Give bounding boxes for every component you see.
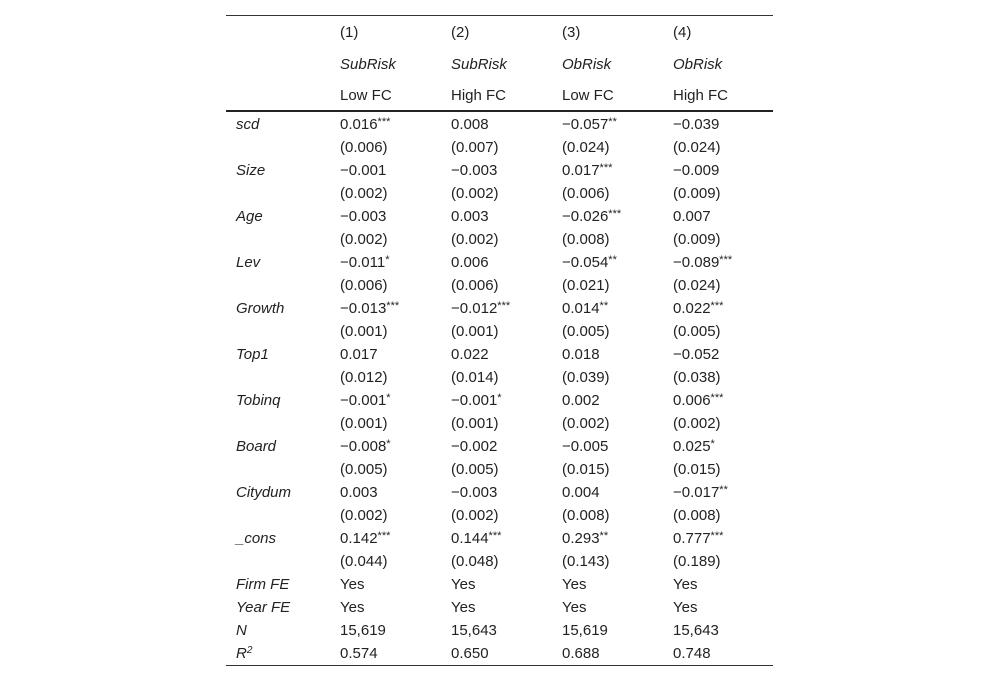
significance-stars: ** [608,116,617,128]
standard-error-cell: (0.002) [451,185,499,202]
coefficient-cell [560,527,671,550]
significance-stars: *** [599,162,613,174]
standard-error-cell: (0.012) [340,369,388,386]
footer-value: Yes [451,576,476,593]
standard-error-cell: (0.189) [673,553,721,570]
significance-stars: * [386,392,391,404]
dependent-variable-label: ObRisk [562,56,612,73]
subsample-label: High FC [449,80,560,111]
significance-stars: ** [599,530,609,542]
coefficient-cell [449,527,560,550]
coefficient-cell [671,389,773,412]
coefficient-value: 0.003 [451,208,489,225]
coefficient-cell [560,159,671,182]
coefficient-cell [671,205,773,228]
coefficient-value: −0.052 [673,346,720,363]
empty-label-cell [226,274,338,297]
standard-error-cell: (0.024) [562,139,610,156]
coefficient-cell [560,435,671,458]
empty-label-cell [226,228,338,251]
significance-stars: *** [497,300,511,312]
coefficient-row [226,481,773,504]
standard-error-cell: (0.014) [451,369,499,386]
standard-error-cell: (0.039) [562,369,610,386]
coefficient-value: 0.002 [562,392,600,409]
column-number: (2) [449,16,560,50]
significance-stars: *** [710,392,724,404]
standard-error-cell: (0.044) [340,553,388,570]
footer-label: Firm FE [236,576,290,593]
coefficient-cell [671,481,773,504]
standard-error-cell: (0.008) [673,507,721,524]
coefficient-cell [338,111,449,136]
coefficient-value: −0.003 [340,208,387,225]
coefficient-cell [671,527,773,550]
coefficient-cell [671,251,773,274]
standard-error-cell: (0.002) [340,507,388,524]
footer-value: 15,619 [340,622,386,639]
coefficient-cell [560,251,671,274]
coefficient-value: 0.003 [340,484,378,501]
significance-stars: * [710,438,715,450]
coefficient-cell [338,481,449,504]
significance-stars: *** [710,300,724,312]
subsample-label: High FC [671,80,773,111]
footer-value: 15,643 [451,622,497,639]
significance-stars: *** [710,530,724,542]
coefficient-value: 0.008 [451,116,489,133]
standard-error-cell: (0.006) [340,139,388,156]
standard-error-row [226,504,773,527]
coefficient-value: −0.039 [673,116,720,133]
coefficient-cell [671,111,773,136]
footer-value: Yes [673,576,698,593]
standard-error-row [226,182,773,205]
dependent-variable-label: ObRisk [673,56,723,73]
standard-error-cell: (0.007) [451,139,499,156]
empty-label-cell [226,550,338,573]
standard-error-cell: (0.006) [451,277,499,294]
coefficient-value: −0.001 [451,392,498,409]
standard-error-cell: (0.002) [673,415,721,432]
standard-error-cell: (0.005) [673,323,721,340]
coefficient-cell [449,481,560,504]
standard-error-cell: (0.005) [562,323,610,340]
empty-label-cell [226,458,338,481]
coefficient-value: −0.001 [340,392,387,409]
standard-error-row [226,458,773,481]
standard-error-cell: (0.009) [673,231,721,248]
header-row-dependent-variable [226,49,773,80]
coefficient-row [226,297,773,320]
coefficient-value: −0.017 [673,484,720,501]
significance-stars: *** [719,254,733,266]
table-header [226,16,773,112]
footer-value: 15,643 [673,622,719,639]
coefficient-row [226,159,773,182]
coefficient-value: 0.006 [451,254,489,271]
coefficient-cell [449,389,560,412]
significance-stars: *** [488,530,502,542]
standard-error-row [226,136,773,159]
coefficient-value: −0.057 [562,116,609,133]
coefficient-value: 0.016 [340,116,378,133]
footer-value: Yes [562,599,587,616]
standard-error-cell: (0.038) [673,369,721,386]
standard-error-cell: (0.002) [340,231,388,248]
coefficient-cell [560,111,671,136]
variable-name: Growth [236,300,285,317]
footer-value: Yes [451,599,476,616]
footer-value: Yes [340,599,365,616]
significance-stars: ** [608,254,617,266]
r2-value: 0.748 [671,642,773,666]
coefficient-cell [338,251,449,274]
coefficient-cell [338,159,449,182]
dependent-variable-label: SubRisk [340,56,396,73]
coefficient-cell [449,343,560,366]
standard-error-cell: (0.002) [340,185,388,202]
coefficient-value: −0.012 [451,300,498,317]
variable-name: _cons [236,530,277,547]
coefficient-cell [449,297,560,320]
coefficient-value: −0.005 [562,438,609,455]
coefficient-cell [449,251,560,274]
coefficient-value: −0.089 [673,254,720,271]
r2-label-text: R [236,645,247,662]
significance-stars: ** [719,484,728,496]
footer-row [226,573,773,596]
standard-error-row [226,320,773,343]
coefficient-cell [560,481,671,504]
standard-error-cell: (0.002) [562,415,610,432]
standard-error-cell: (0.008) [562,231,610,248]
empty-label-cell [226,320,338,343]
standard-error-cell: (0.008) [562,507,610,524]
footer-value: Yes [673,599,698,616]
coefficient-value: 0.144 [451,530,489,547]
coefficient-cell [560,205,671,228]
r2-value: 0.650 [449,642,560,666]
significance-stars: * [385,254,390,266]
empty-label-cell [226,366,338,389]
standard-error-cell: (0.024) [673,139,721,156]
coefficient-row [226,343,773,366]
coefficient-row [226,111,773,136]
coefficient-value: −0.013 [340,300,387,317]
coefficient-cell [449,111,560,136]
standard-error-row [226,274,773,297]
significance-stars: *** [386,300,400,312]
significance-stars: ** [599,300,609,312]
coefficient-row [226,205,773,228]
coefficient-cell [560,343,671,366]
coefficient-value: 0.014 [562,300,600,317]
variable-name: scd [236,116,260,133]
standard-error-cell: (0.021) [562,277,610,294]
footer-row [226,596,773,619]
header-corner-cell [226,16,338,50]
coefficient-value: 0.017 [340,346,378,363]
coefficient-cell [449,205,560,228]
coefficient-value: 0.004 [562,484,600,501]
coefficient-cell [671,159,773,182]
r2-value: 0.688 [560,642,671,666]
variable-name: Lev [236,254,261,271]
standard-error-cell: (0.015) [562,461,610,478]
standard-error-row [226,550,773,573]
coefficient-value: 0.142 [340,530,378,547]
standard-error-cell: (0.006) [340,277,388,294]
standard-error-cell: (0.002) [451,231,499,248]
standard-error-cell: (0.143) [562,553,610,570]
coefficient-cell [671,297,773,320]
header-row-column-numbers [226,16,773,50]
empty-label-cell [226,412,338,435]
table-body [226,111,773,666]
coefficient-cell [338,527,449,550]
r2-label [226,642,338,666]
footer-label: N [236,622,247,639]
coefficient-value: −0.003 [451,162,498,179]
variable-name: Size [236,162,266,179]
coefficient-cell [338,297,449,320]
standard-error-cell: (0.001) [451,415,499,432]
coefficient-row [226,527,773,550]
variable-name: Age [236,208,263,225]
header-corner-cell [226,80,338,111]
regression-table [226,15,773,666]
r2-row [226,642,773,666]
header-corner-cell [226,49,338,80]
significance-stars: * [386,438,391,450]
coefficient-value: 0.017 [562,162,600,179]
standard-error-cell: (0.015) [673,461,721,478]
empty-label-cell [226,504,338,527]
column-number: (1) [338,16,449,50]
variable-name: Board [236,438,277,455]
coefficient-cell [560,389,671,412]
coefficient-value: −0.008 [340,438,387,455]
variable-name: Top1 [236,346,269,363]
column-number: (3) [560,16,671,50]
standard-error-cell: (0.001) [340,323,388,340]
footer-label: Year FE [236,599,291,616]
significance-stars: * [497,392,502,404]
coefficient-row [226,251,773,274]
coefficient-value: 0.022 [451,346,489,363]
significance-stars: *** [377,530,391,542]
standard-error-row [226,412,773,435]
footer-row [226,619,773,642]
significance-stars: *** [608,208,622,220]
dependent-variable-label: SubRisk [451,56,507,73]
variable-name: Citydum [236,484,292,501]
standard-error-row [226,366,773,389]
standard-error-cell: (0.005) [451,461,499,478]
coefficient-cell [671,343,773,366]
coefficient-value: 0.025 [673,438,711,455]
standard-error-cell: (0.006) [562,185,610,202]
standard-error-cell: (0.002) [451,507,499,524]
coefficient-value: −0.001 [340,162,387,179]
coefficient-value: −0.009 [673,162,720,179]
coefficient-cell [338,389,449,412]
coefficient-value: −0.002 [451,438,498,455]
coefficient-cell [338,205,449,228]
standard-error-cell: (0.001) [340,415,388,432]
coefficient-value: 0.293 [562,530,600,547]
significance-stars: *** [377,116,391,128]
subsample-label: Low FC [560,80,671,111]
coefficient-value: 0.006 [673,392,711,409]
footer-value: Yes [562,576,587,593]
coefficient-value: −0.026 [562,208,609,225]
standard-error-row [226,228,773,251]
coefficient-value: 0.007 [673,208,711,225]
coefficient-cell [338,343,449,366]
regression-table-container [226,15,773,666]
coefficient-cell [560,297,671,320]
coefficient-cell [449,435,560,458]
standard-error-cell: (0.001) [451,323,499,340]
coefficient-row [226,435,773,458]
standard-error-cell: (0.024) [673,277,721,294]
empty-label-cell [226,182,338,205]
coefficient-value: −0.003 [451,484,498,501]
coefficient-cell [671,435,773,458]
r2-value: 0.574 [338,642,449,666]
footer-value: Yes [340,576,365,593]
footer-value: 15,619 [562,622,608,639]
coefficient-value: −0.011 [340,254,386,271]
coefficient-row [226,389,773,412]
variable-name: Tobinq [236,392,281,409]
r2-superscript: 2 [246,645,253,656]
column-number: (4) [671,16,773,50]
empty-label-cell [226,136,338,159]
standard-error-cell: (0.009) [673,185,721,202]
header-row-subsample [226,80,773,111]
coefficient-value: 0.018 [562,346,600,363]
coefficient-value: 0.022 [673,300,711,317]
coefficient-cell [338,435,449,458]
standard-error-cell: (0.005) [340,461,388,478]
subsample-label: Low FC [338,80,449,111]
standard-error-cell: (0.048) [451,553,499,570]
coefficient-value: −0.054 [562,254,609,271]
coefficient-cell [449,159,560,182]
coefficient-value: 0.777 [673,530,711,547]
